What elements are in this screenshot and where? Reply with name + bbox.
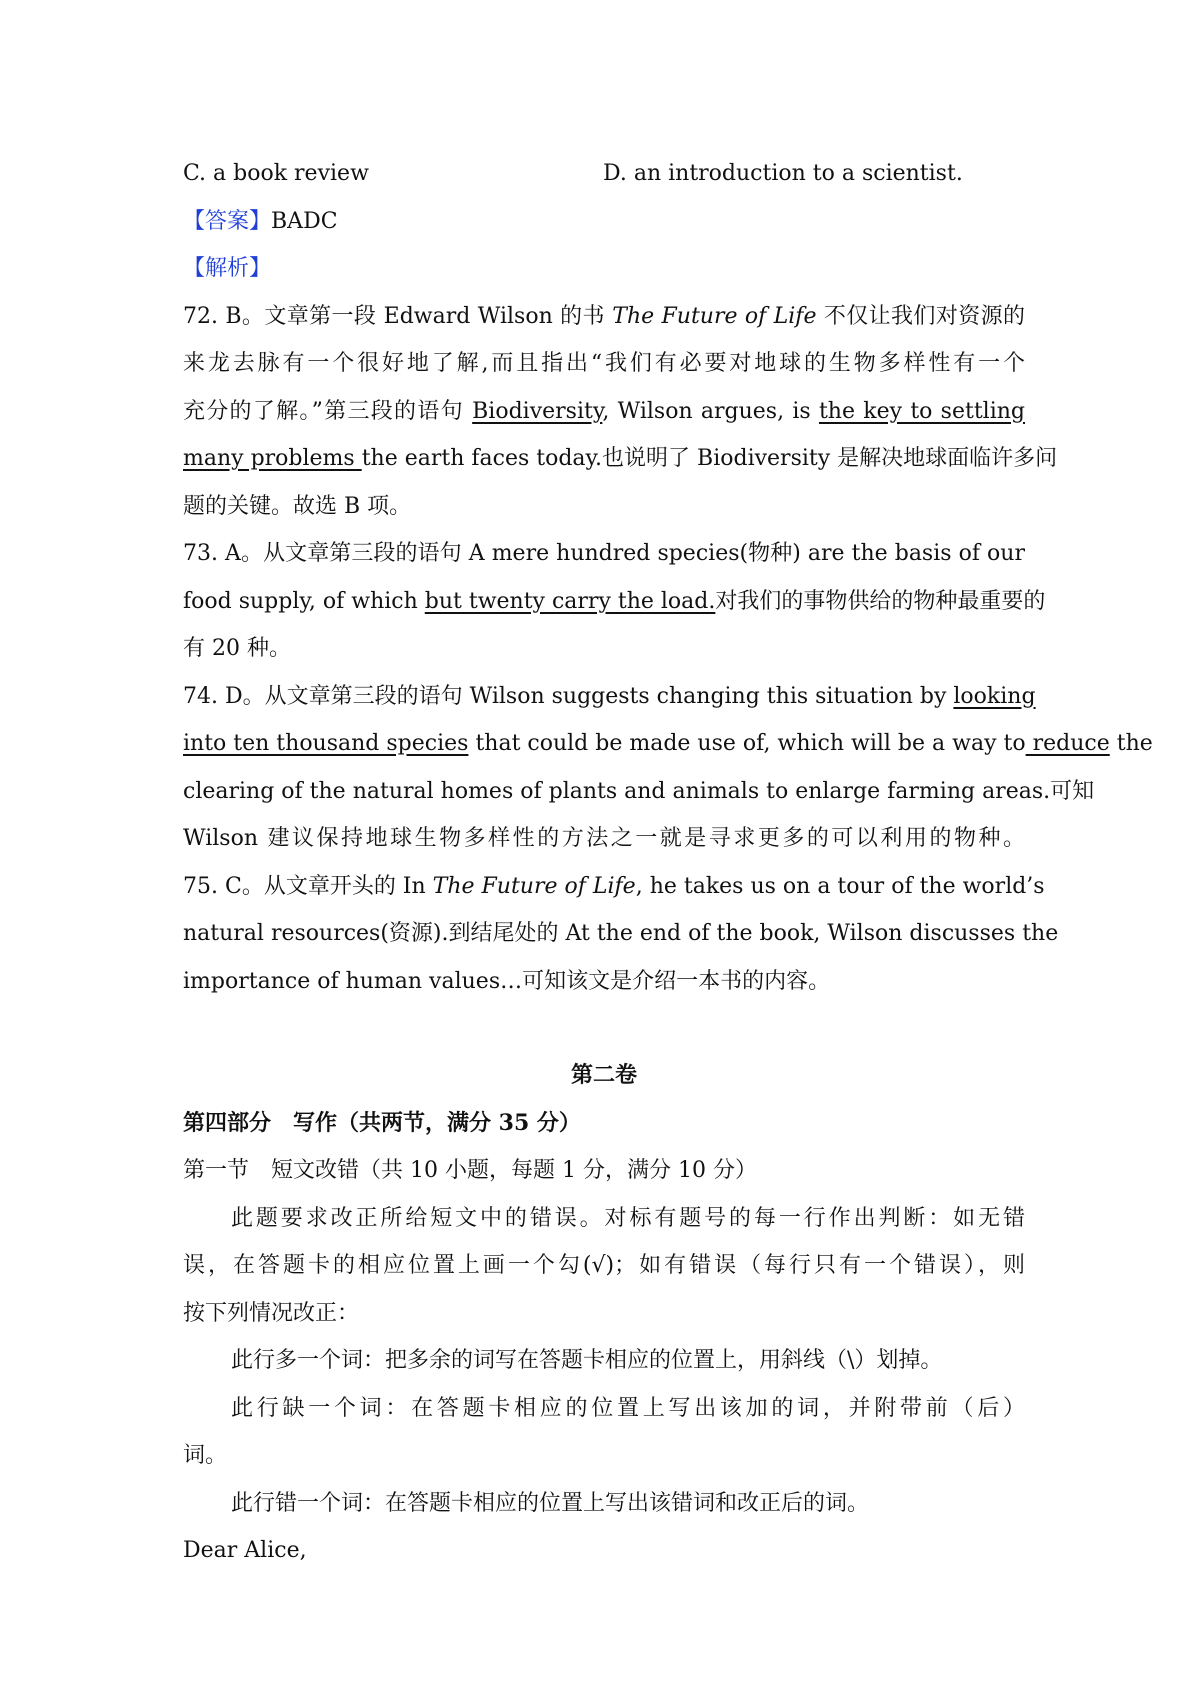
instructions-line-1: 此题要求改正所给短文中的错误。对标有题号的每一行作出判断：如无错 [231, 1205, 1025, 1231]
rule-wrong-word: 此行错一个词：在答题卡相应的位置上写出该错词和改正后的词。 [231, 1490, 870, 1516]
q72-line-2: 来龙去脉有一个很好地了解,而且指出“我们有必要对地球的生物多样性有一个 [183, 351, 1025, 376]
answer-line [183, 198, 1025, 246]
q74-text: that could be made use of, which will be a way to [468, 731, 1026, 756]
q74-line-2 [183, 720, 1153, 768]
section-heading: 第一节 短文改错（共 10 小题，每题 1 分，满分 10 分） [183, 1158, 757, 1183]
q73-text: 对我们的事物供给的物种最重要的 [715, 588, 1046, 614]
book-title: The Future of Life [432, 873, 636, 899]
part-heading: 第四部分 写作（共两节，满分 35 分） [183, 1109, 581, 1136]
q74-line-1 [183, 673, 1036, 721]
document-page [183, 150, 1153, 1575]
instructions-line-3: 按下列情况改正： [183, 1300, 360, 1326]
q72-text: 充分的了解。”第三段的语句 [183, 398, 473, 424]
q74-text: 74. D。从文章第三段的语句 Wilson suggests changing this situation by [183, 683, 954, 709]
q74-text: the [1109, 731, 1153, 756]
q72-line-3 [183, 388, 1025, 436]
volume-heading: 第二卷 [570, 1062, 637, 1088]
analysis-label: 【解析】 [183, 256, 272, 281]
underlined-text: looking [953, 683, 1036, 709]
underlined-text: Biodiversity [472, 398, 603, 424]
q74-line-4: Wilson 建议保持地球生物多样性的方法之一就是寻求更多的可以利用的物种。 [183, 826, 1025, 851]
q75-line-3: importance of human values…可知该文是介绍一本书的内容。 [183, 968, 831, 994]
underlined-text: into ten thousand species [183, 731, 469, 756]
q72-text: 72. B。文章第一段 Edward Wilson 的书 [183, 303, 613, 329]
q72-text: the earth faces today.也说明了 Biodiversity 是解决地球面临许多问 [361, 446, 1058, 471]
q73-text: food supply, of which [183, 588, 425, 614]
option-d: D. an introduction to a scientist. [603, 161, 963, 186]
option-c: C. a book review [183, 161, 369, 186]
underlined-text: but twenty carry the load. [424, 588, 716, 614]
q72-line-5: 题的关键。故选 B 项。 [183, 493, 412, 519]
answer-value: BADC [271, 208, 338, 234]
q73-line-1: 73. A。从文章第三段的语句 A mere hundred species(物种) are the basis of our [183, 541, 1025, 566]
options-line [183, 150, 1025, 198]
q75-line-1 [183, 863, 1045, 911]
q73-line-2 [183, 578, 1046, 626]
q72-text: 不仅让我们对资源的 [816, 303, 1025, 329]
rule-extra-word: 此行多一个词：把多余的词写在答题卡相应的位置上，用斜线（\）划掉。 [231, 1348, 943, 1373]
underlined-text: the key to settling [818, 398, 1025, 424]
rule-missing-word: 此行缺一个词：在答题卡相应的位置上写出该加的词，并附带前（后） [231, 1395, 1025, 1421]
underlined-text: many problems [183, 446, 362, 471]
q75-line-2: natural resources(资源).到结尾处的 At the end of the book, Wilson discusses the [183, 921, 1059, 946]
q72-line-1 [183, 293, 1025, 341]
instructions-line-2: 误，在答题卡的相应位置上画一个勾(√)；如有错误（每行只有一个错误），则 [183, 1253, 1025, 1278]
spacer [183, 1005, 1025, 1052]
q72-line-4 [183, 435, 1058, 483]
q72-text: , Wilson argues, is [602, 398, 819, 424]
answer-label: 【答案】 [183, 208, 272, 234]
q75-text: , he takes us on a tour of the world’s [635, 873, 1045, 899]
rule-missing-word-cont: 词。 [183, 1443, 228, 1468]
underlined-text: reduce [1025, 731, 1110, 756]
letter-greeting: Dear Alice, [183, 1538, 307, 1563]
book-title: The Future of Life [612, 303, 817, 329]
q75-text: 75. C。从文章开头的 In [183, 873, 433, 899]
q74-line-3: clearing of the natural homes of plants and animals to enlarge farming areas.可知 [183, 778, 1095, 804]
q73-line-3: 有 20 种。 [183, 636, 291, 661]
